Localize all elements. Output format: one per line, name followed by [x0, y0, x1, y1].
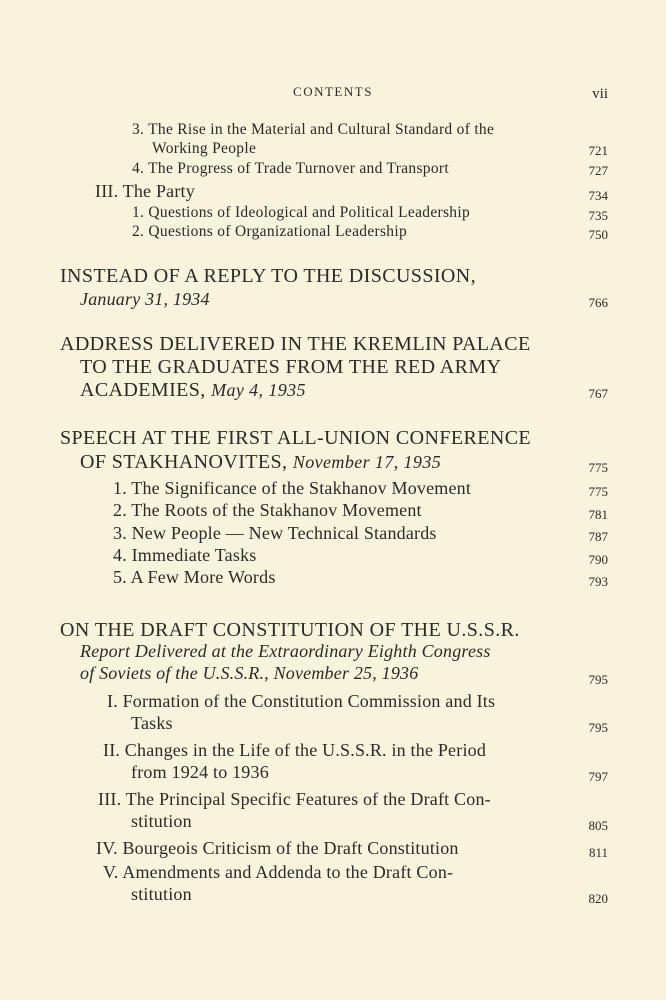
section-title: SPEECH AT THE FIRST ALL-UNION CONFERENCE: [60, 427, 532, 449]
section-title-continued: TO THE GRADUATES FROM THE RED ARMY: [80, 356, 502, 378]
toc-page-number: 820: [588, 891, 608, 906]
toc-entry: 4. Immediate Tasks: [113, 545, 257, 565]
toc-entry: IV. Bourgeois Criticism of the Draft Constitution: [96, 838, 459, 858]
section-title: ON THE DRAFT CONSTITUTION OF THE U.S.S.R.: [60, 619, 520, 641]
toc-entry: 1. Questions of Ideological and Political Leadership: [132, 204, 471, 221]
running-head: CONTENTS: [293, 84, 373, 99]
toc-entry: 1. The Significance of the Stakhanov Movement: [113, 478, 472, 498]
toc-entry: 5. A Few More Words: [113, 567, 276, 587]
toc-entry: II. Changes in the Life of the U.S.S.R. in the Period: [103, 740, 487, 760]
toc-entry-continued: stitution: [131, 884, 192, 904]
toc-entry: 3. New People — New Technical Standards: [113, 523, 437, 543]
toc-page-number: 721: [588, 143, 608, 158]
toc-page-number: 767: [588, 386, 608, 401]
toc-page-number: 805: [588, 818, 608, 833]
toc-page-number: 795: [588, 720, 608, 735]
toc-entry: 2. The Roots of the Stakhanov Movement: [113, 500, 422, 520]
toc-page-number: 797: [588, 769, 608, 784]
toc-entry: III. The Principal Specific Features of the Draft Con-: [98, 789, 491, 809]
toc-page-number: 793: [588, 574, 608, 589]
section-subtitle: Report Delivered at the Extraordinary Eighth Congress: [80, 641, 491, 661]
toc-entry-continued: from 1924 to 1936: [131, 762, 269, 782]
toc-page-number: 750: [588, 227, 608, 242]
section-title: ADDRESS DELIVERED IN THE KREMLIN PALACE: [60, 333, 531, 355]
toc-page-number: 727: [588, 163, 608, 178]
section-title: INSTEAD OF A REPLY TO THE DISCUSSION,: [60, 265, 477, 287]
toc-page-number: 787: [588, 529, 608, 544]
toc-entry: 2. Questions of Organizational Leadership: [132, 223, 408, 240]
toc-entry: V. Amendments and Addenda to the Draft Con-: [103, 862, 454, 882]
section-date: January 31, 1934: [80, 289, 210, 309]
toc-entry-continued: Tasks: [131, 713, 173, 733]
toc-page-number: 735: [588, 208, 608, 223]
page-number: vii: [592, 86, 608, 102]
section-title-continued: OF STAKHANOVITES, November 17, 1935: [80, 451, 442, 473]
toc-page-number: 795: [588, 672, 608, 687]
toc-page-number: 775: [588, 484, 608, 499]
toc-entry: 3. The Rise in the Material and Cultural Standard of the: [132, 121, 495, 138]
toc-entry: 4. The Progress of Trade Turnover and Transport: [132, 160, 449, 177]
toc-page-number: 775: [588, 460, 608, 475]
toc-page-number: 734: [588, 188, 608, 203]
toc-entry: I. Formation of the Constitution Commission and Its: [107, 691, 496, 711]
toc-entry-continued: Working People: [152, 140, 257, 157]
toc-page-number: 766: [588, 295, 608, 310]
toc-entry: III. The Party: [95, 181, 195, 201]
section-subtitle-continued: of Soviets of the U.S.S.R., November 25, 1936: [80, 663, 419, 683]
section-title-continued: ACADEMIES, May 4, 1935: [80, 379, 306, 401]
toc-entry-continued: stitution: [131, 811, 192, 831]
toc-page-number: 790: [588, 552, 608, 567]
toc-page-number: 781: [588, 507, 608, 522]
toc-page-number: 811: [588, 845, 608, 860]
